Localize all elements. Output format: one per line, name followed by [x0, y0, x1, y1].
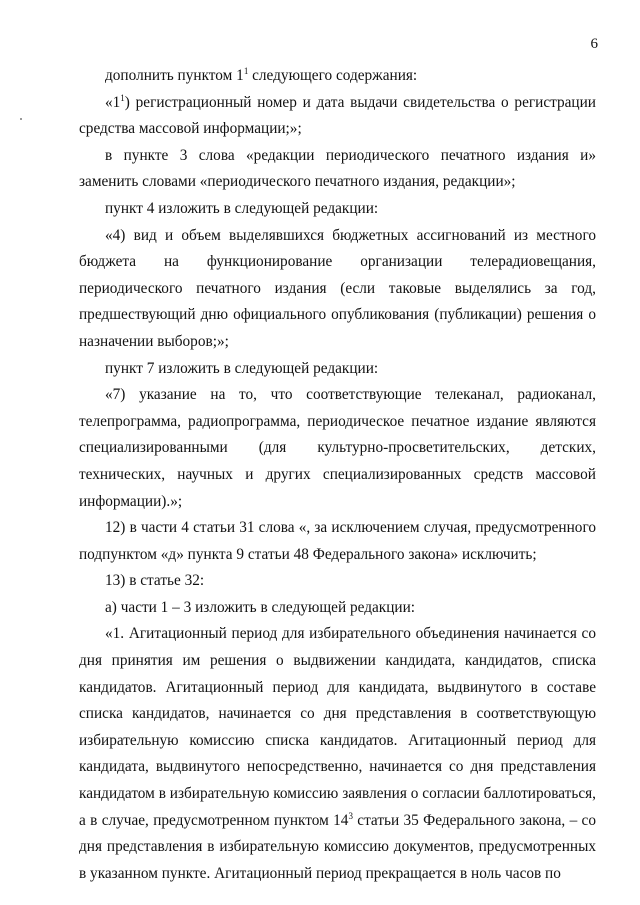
paragraph — [79, 621, 596, 887]
paragraph — [79, 143, 596, 196]
paragraph-text: дополнить пунктом 1 — [105, 67, 244, 84]
paragraph — [79, 595, 596, 622]
paragraph-text: статьи 35 Федерального закона, – со дня представления в избирательную комиссию документов, предусмотренных в указанном пункте. Агитационный период прекращается в ноль часов по — [79, 811, 596, 882]
paragraph — [79, 223, 596, 356]
superscript: 3 — [348, 810, 353, 821]
paragraph — [79, 382, 596, 515]
paragraph-text: 12) в части 4 статьи 31 слова «, за исключением случая, предусмотренного подпунктом «д» пункта 9 статьи 48 Федерального закона» исключить; — [79, 519, 596, 563]
document-body — [79, 63, 596, 887]
paragraph — [79, 515, 596, 568]
superscript: 1 — [243, 66, 249, 76]
paragraph-text: «4) вид и объем выделявшихся бюджетных ассигнований из местного бюджета на функционирование организации телерадиовещания, периодического печатного издания (если таковые выделялись за год, предшествующий дню официального опубликования (публикации) решения о назначении выборов;»; — [79, 226, 596, 350]
paragraph — [79, 196, 596, 223]
paragraph-text: «7) указание на то, что соответствующие телеканал, радиоканал, телепрограмма, радиопрограмма, периодическое печатное издание являются специализированными (для культурно-просветительских, детских, технических, научных и других специализированных средств массовой информации).»; — [79, 386, 596, 510]
paragraph-text: «1. Агитационный период для избирательного объединения начинается со дня принятия им решения о выдвижении кандидата, кандидатов, списка кандидатов. Агитационный период для кандидата, выдвинутого в составе списка кандидатов, начинается со дня представления в соответствующую избирательную комиссию списка кандидатов. Агитационный период для кандидата, выдвинутого непосредственно, начинается со дня представления кандидатом в избирательную комиссию заявления о согласии баллотироваться, а в случае, предусмотренном пунктом 14 — [79, 625, 596, 829]
paragraph — [79, 568, 596, 595]
paragraph-text: в пункте 3 слова «редакции периодического печатного издания и» заменить словами «периодического печатного издания, редакции»; — [79, 146, 596, 191]
paragraph-text: ) регистрационный номер и дата выдачи свидетельства о регистрации средства массовой информации;»; — [79, 93, 596, 138]
paragraph-text: а) части 1 – 3 изложить в следующей редакции: — [105, 598, 416, 616]
scan-speck — [20, 118, 22, 120]
page-number: 6 — [590, 36, 598, 52]
paragraph-text: следующего содержания: — [248, 67, 418, 84]
paragraph-text: 13) в статье 32: — [105, 572, 205, 590]
paragraph-text: пункт 4 изложить в следующей редакции: — [105, 199, 379, 217]
paragraph-text: пункт 7 изложить в следующей редакции: — [105, 359, 379, 377]
paragraph — [79, 63, 596, 90]
paragraph — [79, 356, 596, 383]
paragraph — [79, 90, 596, 143]
superscript: 1 — [120, 92, 125, 103]
paragraph-text: «1 — [105, 93, 121, 111]
